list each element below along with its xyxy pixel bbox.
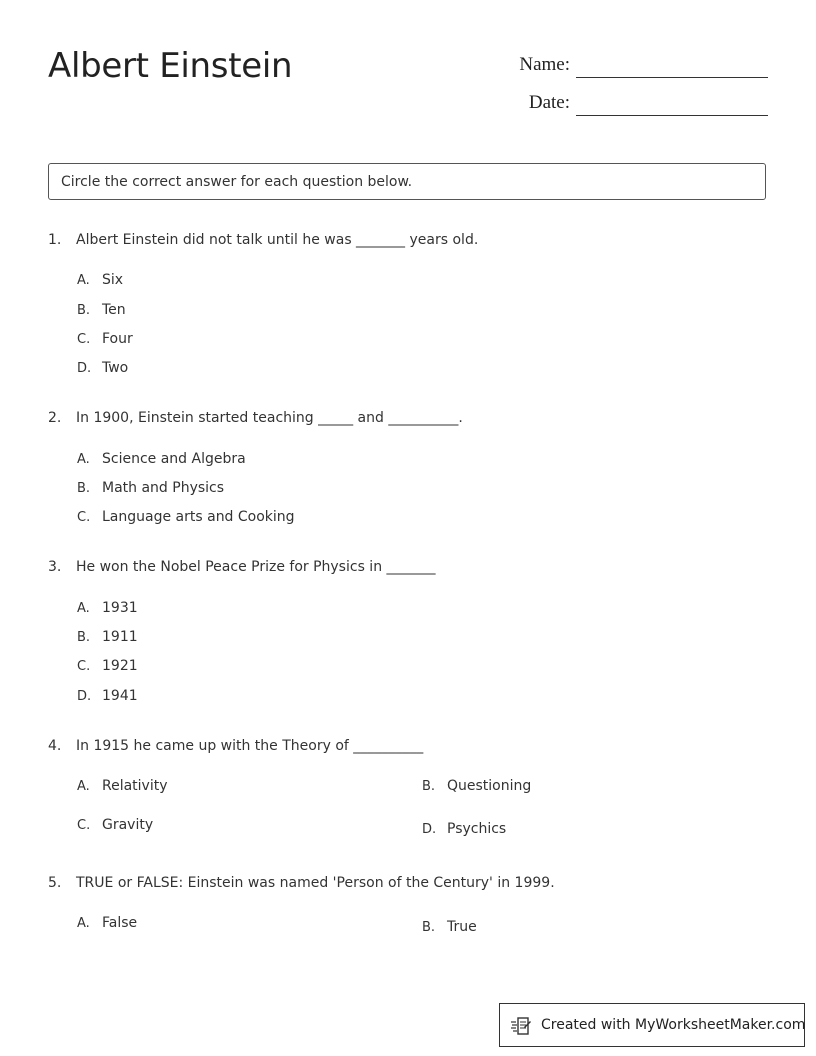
question-1 (48, 232, 478, 248)
option-2c[interactable] (77, 509, 295, 525)
question-number: 1. (48, 232, 62, 248)
option-letter: D. (77, 361, 92, 376)
option-letter: B. (77, 630, 91, 645)
option-letter: D. (422, 822, 437, 837)
question-4 (48, 738, 423, 754)
question-number: 5. (48, 875, 62, 891)
option-text: Psychics (447, 821, 507, 837)
instructions-text: Circle the correct answer for each question below. (61, 174, 413, 190)
option-4b[interactable] (422, 778, 531, 794)
option-1b[interactable] (77, 302, 126, 318)
question-text: He won the Nobel Peace Prize for Physics in _______ (76, 559, 436, 575)
option-2b[interactable] (77, 480, 224, 496)
option-letter: B. (77, 481, 91, 496)
option-letter: A. (77, 452, 90, 467)
page-title: Albert Einstein (48, 46, 293, 86)
option-text: 1911 (102, 629, 138, 645)
footer-text: Created with MyWorksheetMaker.com (541, 1017, 806, 1033)
option-text: Science and Algebra (102, 451, 246, 467)
option-letter: A. (77, 916, 90, 931)
option-text: Gravity (102, 817, 154, 833)
option-letter: C. (77, 332, 91, 347)
option-text: Relativity (102, 778, 168, 794)
option-letter: C. (77, 510, 91, 525)
option-3c[interactable] (77, 658, 138, 674)
instructions-box (48, 163, 766, 200)
question-3 (48, 559, 436, 575)
option-letter: C. (77, 659, 91, 674)
option-3d[interactable] (77, 688, 138, 704)
option-letter: B. (422, 920, 436, 935)
option-5b[interactable] (422, 919, 477, 935)
option-text: Language arts and Cooking (102, 509, 295, 525)
option-5a[interactable] (77, 915, 137, 931)
option-1c[interactable] (77, 331, 133, 347)
option-text: 1931 (102, 600, 138, 616)
option-text: Questioning (447, 778, 532, 794)
question-text: In 1900, Einstein started teaching _____ and __________. (76, 410, 463, 426)
option-text: False (102, 915, 138, 931)
option-4a[interactable] (77, 778, 168, 794)
date-label: Date: (528, 92, 570, 113)
date-line[interactable] (576, 115, 768, 116)
option-text: 1941 (102, 688, 138, 704)
option-4c[interactable] (77, 817, 153, 833)
option-letter: B. (422, 779, 436, 794)
option-letter: D. (77, 689, 92, 704)
option-text: Math and Physics (102, 480, 225, 496)
question-2 (48, 410, 463, 426)
question-text: TRUE or FALSE: Einstein was named 'Person of the Century' in 1999. (76, 875, 555, 891)
option-text: 1921 (102, 658, 138, 674)
name-field[interactable] (0, 54, 816, 84)
date-field[interactable] (0, 92, 816, 122)
worksheet-maker-logo-icon (510, 1015, 532, 1037)
option-text: Two (102, 360, 129, 376)
name-label: Name: (519, 54, 570, 75)
question-5 (48, 875, 555, 891)
question-number: 4. (48, 738, 62, 754)
question-number: 2. (48, 410, 62, 426)
option-4d[interactable] (422, 821, 506, 837)
option-1a[interactable] (77, 272, 123, 288)
question-text: In 1915 he came up with the Theory of __________ (76, 738, 424, 754)
option-3a[interactable] (77, 600, 138, 616)
option-text: True (447, 919, 477, 935)
option-text: Ten (102, 302, 126, 318)
option-3b[interactable] (77, 629, 138, 645)
option-text: Six (102, 272, 124, 288)
question-text: Albert Einstein did not talk until he was _______ years old. (76, 232, 479, 248)
option-letter: A. (77, 601, 90, 616)
option-letter: A. (77, 779, 90, 794)
option-letter: A. (77, 273, 90, 288)
question-number: 3. (48, 559, 62, 575)
option-2a[interactable] (77, 451, 246, 467)
option-letter: C. (77, 818, 91, 833)
footer-badge[interactable] (499, 1003, 805, 1047)
name-line[interactable] (576, 77, 768, 78)
option-text: Four (102, 331, 133, 347)
option-letter: B. (77, 303, 91, 318)
option-1d[interactable] (77, 360, 128, 376)
